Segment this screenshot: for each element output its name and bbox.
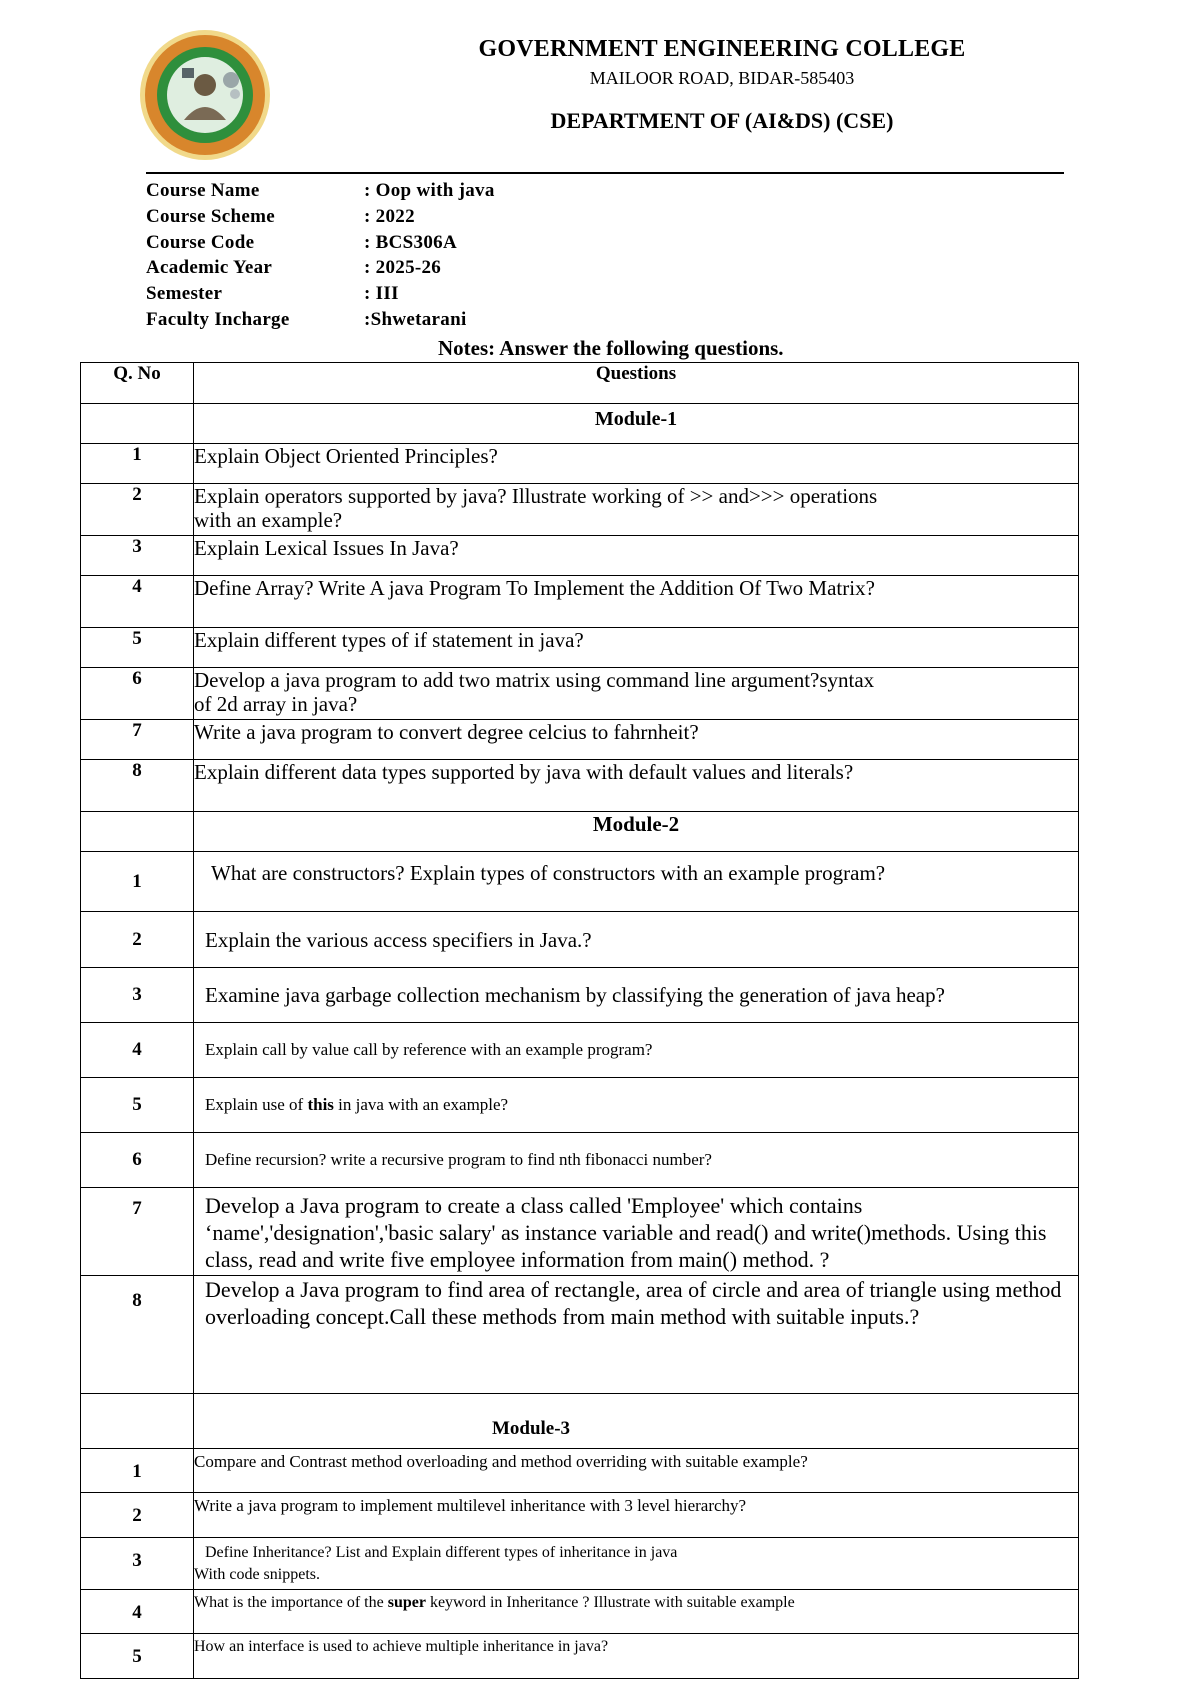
question-number: 1 <box>81 444 194 484</box>
module-row <box>81 404 1079 444</box>
course-info-row <box>146 257 495 283</box>
table-row <box>81 968 1079 1023</box>
question-number: 4 <box>81 1590 194 1634</box>
college-address: MAILOOR ROAD, BIDAR-585403 <box>589 68 855 88</box>
question-text: Write a java program to convert degree celcius to fahrnheit? <box>194 720 1079 760</box>
question-text: Develop a Java program to find area of rectangle, area of circle and area of triangle using method overloading concept.Call these methods from main method with suitable inputs.? <box>194 1276 1079 1394</box>
table-row <box>81 852 1079 912</box>
table-row <box>81 444 1079 484</box>
question-number: 3 <box>81 536 194 576</box>
course-info-row <box>146 309 495 335</box>
question-number: 6 <box>81 1133 194 1188</box>
questions-header: Questions <box>194 363 1079 404</box>
info-value: :Shwetarani <box>364 308 467 330</box>
questions-table <box>80 362 1079 1679</box>
course-info-row <box>146 232 495 258</box>
question-number: 5 <box>81 1634 194 1679</box>
question-text: Examine java garbage collection mechanism by classifying the generation of java heap? <box>194 968 1079 1023</box>
info-value: : III <box>364 283 399 305</box>
question-number: 2 <box>81 1493 194 1538</box>
course-info-row <box>146 206 495 232</box>
question-text: Explain operators supported by java? Illustrate working of >> and>>> operations with an example? <box>194 484 1079 536</box>
table-row <box>81 1133 1079 1188</box>
table-row <box>81 536 1079 576</box>
college-logo <box>138 28 272 162</box>
keyword-this: this <box>307 1095 334 1114</box>
question-text: Develop a Java program to create a class called 'Employee' which contains ‘name','designation','basic salary' as instance variable and read() and write()methods. Using this class, read and write five employee information from main() method. ? <box>194 1188 1079 1276</box>
question-text: Explain call by value call by reference with an example program? <box>194 1023 1079 1078</box>
table-row <box>81 912 1079 968</box>
qno-header: Q. No <box>81 363 194 404</box>
question-number: 4 <box>81 1023 194 1078</box>
table-row <box>81 1276 1079 1394</box>
module-title: Module-3 <box>194 1394 1079 1449</box>
table-row <box>81 1449 1079 1493</box>
module-row <box>81 1394 1079 1449</box>
question-text: How an interface is used to achieve multiple inheritance in java? <box>194 1634 1079 1679</box>
header-divider <box>146 172 1064 174</box>
question-text: What is the importance of the super keyword in Inheritance ? Illustrate with suitable example <box>194 1590 1079 1634</box>
table-row <box>81 720 1079 760</box>
question-text: Explain use of this in java with an example? <box>194 1078 1079 1133</box>
table-header-row <box>81 363 1079 404</box>
question-number: 2 <box>81 912 194 968</box>
table-row <box>81 628 1079 668</box>
question-number: 6 <box>81 668 194 720</box>
table-row <box>81 1493 1079 1538</box>
question-number: 7 <box>81 720 194 760</box>
table-row <box>81 668 1079 720</box>
department-name: DEPARTMENT OF (AI&DS) (CSE) <box>550 108 894 133</box>
info-value: : 2025-26 <box>364 257 442 279</box>
info-label: Academic Year <box>146 257 273 279</box>
question-text: Write a java program to implement multilevel inheritance with 3 level hierarchy? <box>194 1493 1079 1538</box>
question-text: Define Inheritance? List and Explain different types of inheritance in java With code snippets. <box>194 1538 1079 1590</box>
table-row <box>81 484 1079 536</box>
course-info-row <box>146 180 495 206</box>
table-row <box>81 1538 1079 1590</box>
module-title: Module-1 <box>194 404 1079 444</box>
table-row <box>81 1023 1079 1078</box>
table-row <box>81 1590 1079 1634</box>
question-number: 7 <box>81 1188 194 1276</box>
info-value: : 2022 <box>364 205 415 227</box>
question-text: Develop a java program to add two matrix using command line argument?syntax of 2d array in java? <box>194 668 1079 720</box>
college-name: GOVERNMENT ENGINEERING COLLEGE <box>478 36 966 62</box>
question-text: Explain the various access specifiers in Java.? <box>194 912 1079 968</box>
info-label: Course Code <box>146 231 255 253</box>
table-row <box>81 1634 1079 1679</box>
question-number: 4 <box>81 576 194 628</box>
question-number: 3 <box>81 968 194 1023</box>
course-info-row <box>146 283 495 309</box>
course-info <box>146 180 495 335</box>
question-number: 1 <box>81 852 194 912</box>
question-text: Define recursion? write a recursive program to find nth fibonacci number? <box>194 1133 1079 1188</box>
question-text: What are constructors? Explain types of constructors with an example program? <box>194 852 1079 912</box>
question-number: 8 <box>81 760 194 812</box>
question-number: 5 <box>81 628 194 668</box>
module-row <box>81 812 1079 852</box>
notes: Notes: Answer the following questions. <box>438 336 784 360</box>
table-row <box>81 576 1079 628</box>
question-text: Explain different data types supported by java with default values and literals? <box>194 760 1079 812</box>
question-number: 8 <box>81 1276 194 1394</box>
question-number: 3 <box>81 1538 194 1590</box>
question-text: Explain Lexical Issues In Java? <box>194 536 1079 576</box>
info-label: Course Scheme <box>146 205 275 227</box>
question-text: Compare and Contrast method overloading and method overriding with suitable example? <box>194 1449 1079 1493</box>
info-value: : BCS306A <box>364 231 457 253</box>
question-text: Explain Object Oriented Principles? <box>194 444 1079 484</box>
table-row <box>81 760 1079 812</box>
question-text: Explain different types of if statement in java? <box>194 628 1079 668</box>
info-label: Semester <box>146 283 223 305</box>
info-value: : Oop with java <box>364 180 495 201</box>
question-number: 1 <box>81 1449 194 1493</box>
question-number: 5 <box>81 1078 194 1133</box>
table-row <box>81 1078 1079 1133</box>
keyword-super: super <box>387 1594 426 1611</box>
info-label: Faculty Incharge <box>146 308 290 330</box>
question-text: Define Array? Write A java Program To Implement the Addition Of Two Matrix? <box>194 576 1079 628</box>
info-label: Course Name <box>146 180 260 201</box>
table-row <box>81 1188 1079 1276</box>
question-number: 2 <box>81 484 194 536</box>
module-title: Module-2 <box>194 812 1079 852</box>
